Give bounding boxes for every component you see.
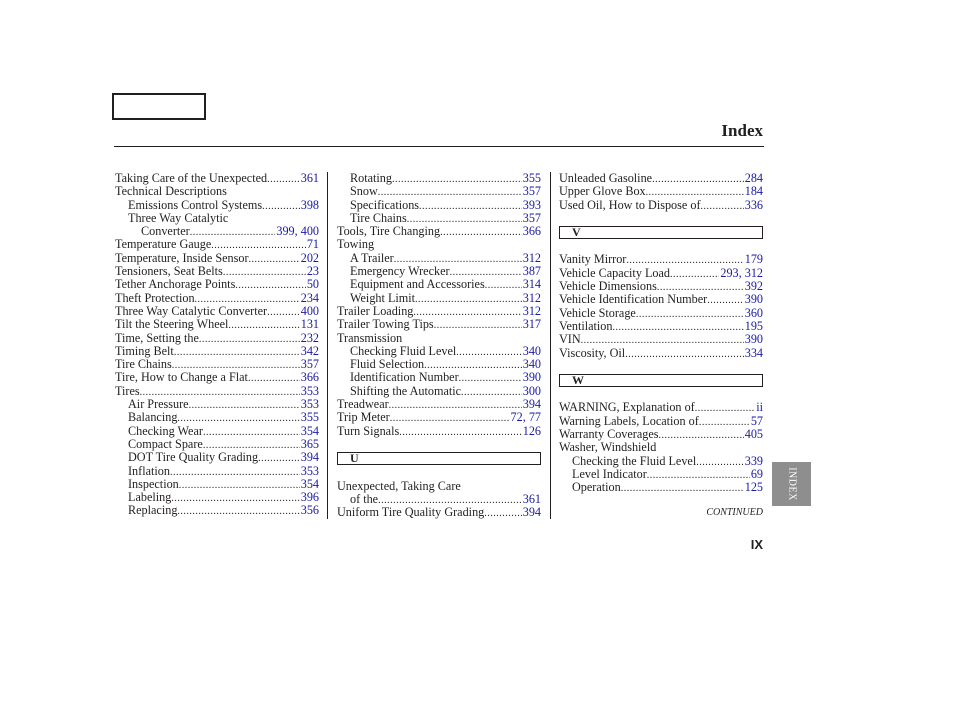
page-title: Index <box>721 121 763 140</box>
entry-label: WARNING, Explanation of <box>559 400 695 415</box>
entry-label: Tools, Tire Changing <box>337 224 441 239</box>
entry-label: Trailer Loading <box>337 303 414 318</box>
entry-label: Compact Spare <box>128 436 203 451</box>
index-entry[interactable] <box>115 358 319 371</box>
entry-label: VIN <box>559 332 581 347</box>
index-entry[interactable] <box>115 278 319 291</box>
index-entry[interactable] <box>559 468 763 481</box>
index-entry[interactable] <box>559 455 763 468</box>
spacer <box>337 438 541 451</box>
continued-label: CONTINUED <box>706 507 763 518</box>
index-entry[interactable] <box>559 401 763 414</box>
index-entry[interactable] <box>559 333 763 346</box>
page-link[interactable]: 126 <box>522 423 541 438</box>
index-entry[interactable] <box>115 292 319 305</box>
entry-label: Time, Setting the <box>115 330 199 345</box>
entry-label: of the <box>350 491 379 506</box>
dot-leader <box>203 426 300 439</box>
index-entry[interactable] <box>337 225 541 238</box>
page-link[interactable]: 312 <box>522 303 541 318</box>
page-link[interactable]: 300 <box>522 383 541 398</box>
index-entry[interactable] <box>337 358 541 371</box>
side-tab-label: INDEX <box>786 467 797 501</box>
page-link[interactable]: 405 <box>744 427 763 442</box>
page-link[interactable]: 357 <box>522 210 541 225</box>
entry-label: Unleaded Gasoline <box>559 171 653 185</box>
entry-label: Labeling <box>128 490 172 505</box>
page-link[interactable]: 353 <box>300 397 319 412</box>
index-entry[interactable] <box>115 504 319 517</box>
index-entry[interactable] <box>337 425 541 438</box>
page-link[interactable]: 398 <box>300 197 319 212</box>
index-entry[interactable] <box>337 278 541 291</box>
dot-leader <box>652 173 744 186</box>
index-entry[interactable] <box>337 252 541 265</box>
section-letter: U <box>337 452 541 465</box>
entry-label: Checking Fluid Level <box>350 343 457 358</box>
index-entry[interactable] <box>115 332 319 345</box>
entry-label: Tires <box>115 383 140 398</box>
dot-leader <box>235 279 305 292</box>
entry-label: Three Way Catalytic <box>128 210 229 225</box>
section-letter: V <box>559 226 763 239</box>
spacer <box>337 466 541 479</box>
entry-label: Transmission <box>337 330 403 345</box>
entry-label: Uniform Tire Quality Grading <box>337 505 485 520</box>
index-entry[interactable] <box>559 199 763 212</box>
page-link[interactable]: 69 <box>750 466 763 481</box>
dot-leader <box>262 200 300 213</box>
dot-leader <box>177 505 299 518</box>
entry-label: Tire Chains <box>350 210 407 225</box>
page-link[interactable]: 71 <box>306 237 319 252</box>
header-rule <box>114 146 764 147</box>
dot-leader <box>267 173 300 186</box>
index-column-2 <box>337 172 541 519</box>
header-tab-box <box>112 93 206 120</box>
index-entry[interactable] <box>115 451 319 464</box>
section-letter: W <box>559 374 763 387</box>
entry-label: Vehicle Storage <box>559 305 636 320</box>
dot-leader <box>636 308 744 321</box>
index-entry[interactable] <box>559 415 763 428</box>
entry-label: Trailer Towing Tips <box>337 317 434 332</box>
entry-label: Weight Limit <box>350 290 416 305</box>
entry-label: Emergency Wrecker <box>350 264 450 279</box>
page-link[interactable]: 72, 77 <box>510 410 541 425</box>
index-entry[interactable] <box>115 491 319 504</box>
page-link[interactable]: 234 <box>300 290 319 305</box>
page-link[interactable]: 353 <box>300 463 319 478</box>
entry-label: DOT Tire Quality Grading <box>128 450 259 465</box>
page-link[interactable]: 57 <box>750 413 763 428</box>
index-entry <box>559 441 763 454</box>
dot-leader <box>440 226 522 239</box>
spacer <box>559 212 763 225</box>
page-link[interactable]: 399, 400 <box>276 224 319 239</box>
entry-label: Inspection <box>128 476 179 491</box>
index-entry[interactable] <box>115 252 319 265</box>
entry-label: Balancing <box>128 410 178 425</box>
dot-leader <box>392 173 522 186</box>
entry-label: Identification Number <box>350 370 459 385</box>
entry-label: Towing <box>337 237 375 252</box>
page-link[interactable]: 339 <box>744 453 763 468</box>
index-entry[interactable] <box>559 267 763 280</box>
page-link[interactable]: 23 <box>306 264 319 279</box>
index-entry[interactable] <box>559 253 763 266</box>
entry-label: Temperature, Inside Sensor <box>115 250 249 265</box>
spacer <box>559 240 763 253</box>
page-link[interactable]: 365 <box>300 436 319 451</box>
page-link[interactable]: 334 <box>744 345 763 360</box>
page-link[interactable]: 354 <box>300 423 319 438</box>
page-link[interactable]: 361 <box>522 491 541 506</box>
page-link[interactable]: 125 <box>744 480 763 495</box>
entry-label: Shifting the Automatic <box>350 383 462 398</box>
entry-label: Operation <box>572 480 621 495</box>
entry-label: Tire Chains <box>115 357 172 372</box>
dot-leader <box>701 200 744 213</box>
entry-label: Washer, Windshield <box>559 440 657 455</box>
index-entry[interactable] <box>115 371 319 384</box>
index-entry[interactable] <box>337 318 541 331</box>
dot-leader <box>419 200 522 213</box>
index-entry[interactable] <box>115 398 319 411</box>
index-entry[interactable] <box>337 305 541 318</box>
page-link[interactable]: 400 <box>300 303 319 318</box>
entry-label: Vehicle Capacity Load <box>559 265 670 280</box>
page-link[interactable]: 312 <box>522 290 541 305</box>
dot-leader <box>459 372 522 385</box>
index-entry[interactable] <box>337 371 541 384</box>
dot-leader <box>389 399 522 412</box>
page-link[interactable]: 356 <box>300 503 319 518</box>
page-link[interactable]: 393 <box>522 197 541 212</box>
page-link[interactable]: 340 <box>522 357 541 372</box>
page-link[interactable]: 355 <box>522 171 541 185</box>
dot-leader <box>415 293 522 306</box>
index-entry[interactable] <box>115 411 319 424</box>
page-link[interactable]: 355 <box>300 410 319 425</box>
entry-label: A Trailer <box>350 250 394 265</box>
entry-label: Replacing <box>128 503 178 518</box>
dot-leader <box>434 319 522 332</box>
index-column-3 <box>559 172 763 495</box>
index-entry[interactable] <box>115 385 319 398</box>
index-entry <box>337 480 541 493</box>
index-entry <box>115 185 319 198</box>
index-entry[interactable] <box>559 307 763 320</box>
entry-label: Air Pressure <box>128 397 189 412</box>
entry-label: Technical Descriptions <box>115 184 227 199</box>
page-link[interactable]: 202 <box>300 250 319 265</box>
index-entry[interactable] <box>337 506 541 519</box>
page-link[interactable]: 184 <box>744 184 763 199</box>
dot-leader <box>249 253 300 266</box>
index-entry[interactable] <box>337 212 541 225</box>
page-link[interactable]: 357 <box>300 357 319 372</box>
page-number: IX <box>750 537 763 552</box>
dot-leader <box>670 268 719 281</box>
entry-label: Rotating <box>350 171 392 185</box>
page-link[interactable]: 284 <box>744 171 763 185</box>
dot-leader <box>174 346 300 359</box>
entry-label: Upper Glove Box <box>559 184 646 199</box>
page-link[interactable]: 340 <box>522 343 541 358</box>
entry-label: Tensioners, Seat Belts <box>115 264 223 279</box>
entry-label: Unexpected, Taking Care <box>337 478 461 493</box>
index-entry <box>115 212 319 225</box>
dot-leader <box>248 372 300 385</box>
page-link[interactable]: 360 <box>744 305 763 320</box>
entry-label: Taking Care of the Unexpected <box>115 171 268 185</box>
index-entry[interactable] <box>337 172 541 185</box>
entry-label: Treadwear <box>337 397 389 412</box>
entry-label: Inflation <box>128 463 170 478</box>
page-link[interactable]: 390 <box>522 370 541 385</box>
entry-label: Vehicle Dimensions <box>559 279 657 294</box>
index-entry[interactable] <box>559 320 763 333</box>
dot-leader <box>461 386 522 399</box>
index-entry[interactable] <box>115 438 319 451</box>
dot-leader <box>695 402 755 415</box>
index-entry <box>337 238 541 251</box>
dot-leader <box>390 412 510 425</box>
page-link[interactable]: 394 <box>522 397 541 412</box>
entry-label: Temperature Gauge <box>115 237 212 252</box>
entry-label: Warning Labels, Location of <box>559 413 699 428</box>
page-link[interactable]: 314 <box>522 277 541 292</box>
page-link[interactable]: 354 <box>300 476 319 491</box>
index-entry[interactable] <box>559 172 763 185</box>
page-link[interactable]: 390 <box>744 292 763 307</box>
page-link[interactable]: 179 <box>744 252 763 267</box>
entry-label: Converter <box>141 224 190 239</box>
entry-label: Theft Protection <box>115 290 195 305</box>
column-divider <box>550 172 551 519</box>
index-entry[interactable] <box>559 185 763 198</box>
page-link[interactable]: 50 <box>306 277 319 292</box>
page-link[interactable]: 353 <box>300 383 319 398</box>
entry-label: Trip Meter <box>337 410 390 425</box>
page-link[interactable]: 361 <box>300 171 319 185</box>
index-entry[interactable] <box>115 238 319 251</box>
dot-leader <box>179 479 300 492</box>
dot-leader <box>699 416 750 429</box>
entry-label: Vanity Mirror <box>559 252 627 267</box>
dot-leader <box>625 348 744 361</box>
dot-leader <box>228 319 299 332</box>
index-entry[interactable] <box>337 493 541 506</box>
dot-leader <box>456 346 521 359</box>
page-link[interactable]: 396 <box>300 490 319 505</box>
entry-label: Vehicle Identification Number <box>559 292 708 307</box>
index-entry[interactable] <box>559 481 763 494</box>
index-entry[interactable] <box>337 292 541 305</box>
dot-leader <box>485 279 522 292</box>
index-entry[interactable] <box>559 293 763 306</box>
entry-label: Snow <box>350 184 378 199</box>
dot-leader <box>696 456 743 469</box>
dot-leader <box>170 466 300 479</box>
entry-label: Used Oil, How to Dispose of <box>559 197 701 212</box>
index-entry[interactable] <box>337 185 541 198</box>
index-entry[interactable] <box>337 265 541 278</box>
entry-label: Specifications <box>350 197 420 212</box>
index-entry[interactable] <box>115 172 319 185</box>
page-link[interactable]: 195 <box>744 318 763 333</box>
index-entry[interactable] <box>337 398 541 411</box>
index-entry[interactable] <box>115 318 319 331</box>
index-entry[interactable] <box>337 411 541 424</box>
dot-leader <box>399 426 522 439</box>
dot-leader <box>223 266 306 279</box>
index-entry[interactable] <box>559 428 763 441</box>
page-link[interactable]: ii <box>756 400 763 415</box>
dot-leader <box>647 469 750 482</box>
dot-leader <box>267 306 300 319</box>
entry-label: Equipment and Accessories <box>350 277 485 292</box>
entry-label: Timing Belt <box>115 343 174 358</box>
index-side-tab[interactable] <box>772 462 811 506</box>
index-entry[interactable] <box>115 478 319 491</box>
column-divider <box>327 172 328 519</box>
entry-label: Checking Wear <box>128 423 203 438</box>
page-link[interactable]: 387 <box>522 264 541 279</box>
entry-label: Tilt the Steering Wheel <box>115 317 229 332</box>
index-entry[interactable] <box>115 305 319 318</box>
dot-leader <box>189 399 300 412</box>
page-link[interactable]: 312 <box>522 250 541 265</box>
page-link[interactable]: 392 <box>744 279 763 294</box>
page-link[interactable]: 390 <box>744 332 763 347</box>
dot-leader <box>659 429 744 442</box>
entry-label: Checking the Fluid Level <box>572 453 697 468</box>
index-entry[interactable] <box>559 347 763 360</box>
dot-leader <box>199 333 300 346</box>
page-link[interactable]: 366 <box>522 224 541 239</box>
spacer <box>559 388 763 401</box>
page-link[interactable]: 293, 312 <box>720 265 763 280</box>
index-entry[interactable] <box>115 345 319 358</box>
page-link[interactable]: 336 <box>744 197 763 212</box>
entry-label: Warranty Coverages <box>559 427 659 442</box>
dot-leader <box>484 507 521 520</box>
entry-label: Level Indicator <box>572 466 647 481</box>
page-link[interactable]: 317 <box>522 317 541 332</box>
index-entry[interactable] <box>337 199 541 212</box>
dot-leader <box>171 492 299 505</box>
index-entry[interactable] <box>337 385 541 398</box>
page-link[interactable]: 394 <box>522 505 541 520</box>
index-entry[interactable] <box>115 225 319 238</box>
spacer <box>559 360 763 373</box>
page-link[interactable]: 357 <box>522 184 541 199</box>
page-link[interactable]: 131 <box>300 317 319 332</box>
dot-leader <box>258 452 300 465</box>
index-entry[interactable] <box>115 425 319 438</box>
dot-leader <box>707 294 743 307</box>
page-link[interactable]: 232 <box>300 330 319 345</box>
entry-label: Viscosity, Oil <box>559 345 626 360</box>
entry-label: Tether Anchorage Points <box>115 277 236 292</box>
entry-label: Fluid Selection <box>350 357 425 372</box>
page-link[interactable]: 342 <box>300 343 319 358</box>
index-entry[interactable] <box>115 465 319 478</box>
entry-label: Three Way Catalytic Converter <box>115 303 268 318</box>
index-entry[interactable] <box>115 199 319 212</box>
page-link[interactable]: 394 <box>300 450 319 465</box>
dot-leader <box>621 482 744 495</box>
entry-label: Emissions Control Systems <box>128 197 263 212</box>
index-entry[interactable] <box>115 265 319 278</box>
dot-leader <box>612 321 743 334</box>
page-link[interactable]: 366 <box>300 370 319 385</box>
entry-label: Tire, How to Change a Flat <box>115 370 248 385</box>
index-entry[interactable] <box>559 280 763 293</box>
index-entry <box>337 332 541 345</box>
index-column-1 <box>115 172 319 518</box>
entry-label: Ventilation <box>559 318 613 333</box>
index-entry[interactable] <box>337 345 541 358</box>
entry-label: Turn Signals <box>337 423 400 438</box>
